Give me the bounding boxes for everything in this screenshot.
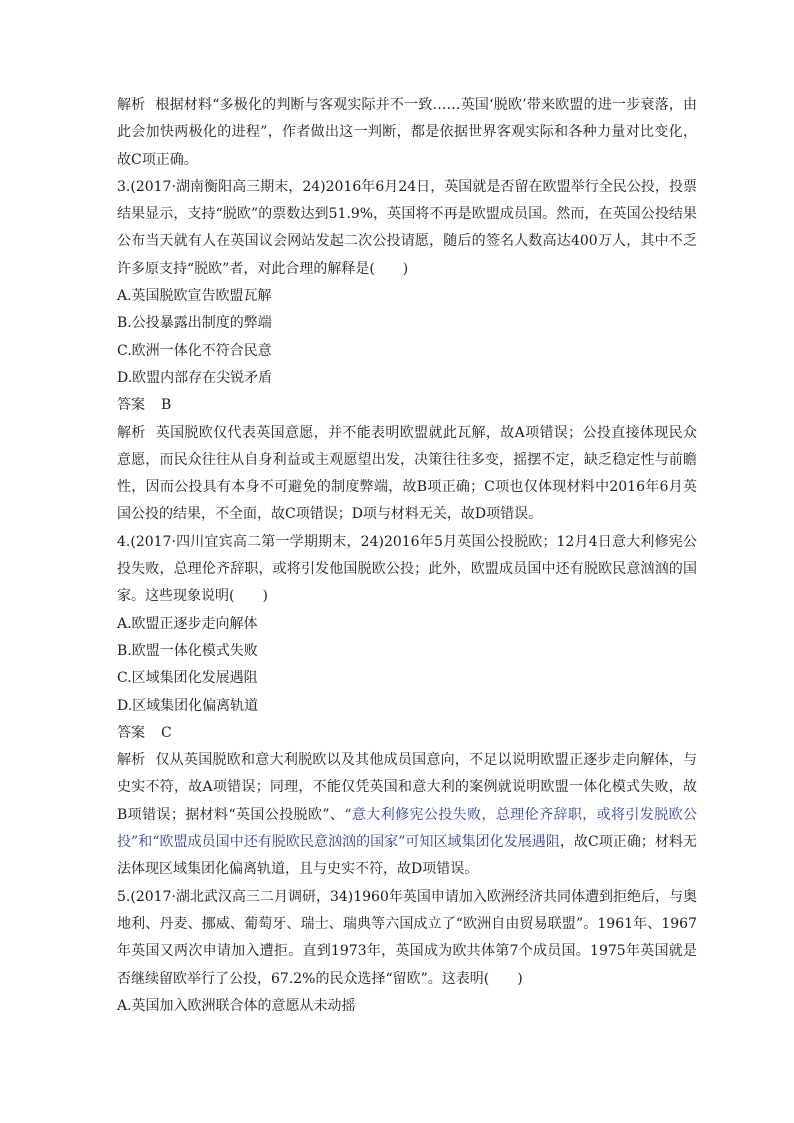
question-3-option-d: D.欧盟内部存在尖锐矛盾 — [117, 369, 273, 386]
analysis-label: 解析 — [117, 424, 146, 441]
question-4-option-d: D.区域集团化偏离轨道 — [117, 697, 259, 714]
question-4-analysis — [117, 747, 697, 883]
question-3-option-b: B.公投暴露出制度的弊端 — [117, 315, 272, 332]
analysis-label: 解析 — [117, 97, 146, 113]
question-3-option-a: A.英国脱欧宣告欧盟瓦解 — [117, 288, 272, 305]
answer-value: B — [161, 397, 172, 414]
question-3-answer — [117, 392, 697, 419]
question-3-analysis — [117, 420, 697, 529]
question-4-option-b: B.欧盟一体化模式失败 — [117, 642, 258, 659]
analysis-text-part1: 仅从英国脱欧和意大利脱欧以及其他成员国意向，不足以说明欧盟正逐步走向解体，与史实不符，故A项错误；同理，不能仅凭英国和意大利的案例就说明欧盟一体化模式失败，故B项错误；据材料“英国公投脱欧”、 — [117, 752, 698, 823]
question-5-option-a: A.英国加入欧洲联合体的意愿从未动摇 — [117, 997, 356, 1014]
question-4-answer — [117, 720, 697, 747]
question-3-option-c: C.欧洲一体化不符合民意 — [117, 342, 272, 359]
question-5-stem: 5.(2017·湖北武汉高三二月调研，34)1960年英国申请加入欧洲经济共同体遭到拒绝后，与奥地利、丹麦、挪威、葡萄牙、瑞士、瑞典等六国成立了“欧洲自由贸易联盟”。1961年、1967年英国又两次申请加入遭拒。直到1973年，英国成为欧共体第7个成员国。1975年英国就是否继续留欧举行了公投，67.2%的民众选择“留欧”。这表明( ) — [117, 888, 697, 987]
analysis-label: 解析 — [117, 752, 146, 769]
analysis-paragraph-1 — [117, 92, 697, 174]
analysis-text: 根据材料“多极化的判断与客观实际并不一致……英国‘脱欧’带来欧盟的进一步衰落，由此会加快两极化的进程”，作者做出这一判断，都是依据世界客观实际和各种力量对比变化，故C项正确。 — [117, 97, 698, 168]
answer-label: 答案 — [117, 397, 145, 414]
analysis-text: 英国脱欧仅代表英国意愿，并不能表明欧盟就此瓦解，故A项错误；公投直接体现民众意愿，而民众往往从自身利益或主观愿望出发，决策往往多变，摇摆不定，缺乏稳定性与前瞻性，因而公投具有本身不可避免的制度弊端，故B项正确；C项也仅体现材料中2016年6月英国公投的结果，不全面，故C项错误；D项与材料无关，故D项错误。 — [117, 424, 698, 523]
question-4-option-c: C.区域集团化发展遇阻 — [117, 670, 258, 687]
answer-label: 答案 — [117, 724, 145, 741]
question-4-stem: 4.(2017·四川宜宾高二第一学期期末，24)2016年5月英国公投脱欧；12月4日意大利修宪公投失败，总理伦齐辞职，或将引发他国脱欧公投；此外，欧盟成员国中还有脱欧民意汹汹的国家。这些现象说明( ) — [117, 533, 697, 605]
document-content — [117, 92, 697, 1020]
question-3-stem: 3.(2017·湖南衡阳高三期末，24)2016年6月24日，英国就是否留在欧盟举行全民公投，投票结果显示，支持“脱欧”的票数达到51.9%，英国将不再是欧盟成员国。然而，在英国公投结果公布当天就有人在英国议会网站发起二次公投请愿，随后的签名人数高达400万人，其中不乏许多原支持“脱欧”者，对此合理的解释是( ) — [117, 178, 697, 277]
answer-value: C — [161, 724, 172, 741]
analysis-quote: “意大利修宪公投失败，总理伦齐辞职，或将引发脱欧公投”和“欧盟成员国中还有脱欧民意汹汹的国家”可知区域集团化发展遇阻 — [117, 806, 698, 851]
question-4-option-a: A.欧盟正逐步走向解体 — [117, 615, 258, 632]
analysis-text-part2: ，故C项正确；材料无法体现区域集团化偏离轨道，且与史实不符，故D项错误。 — [117, 834, 697, 878]
